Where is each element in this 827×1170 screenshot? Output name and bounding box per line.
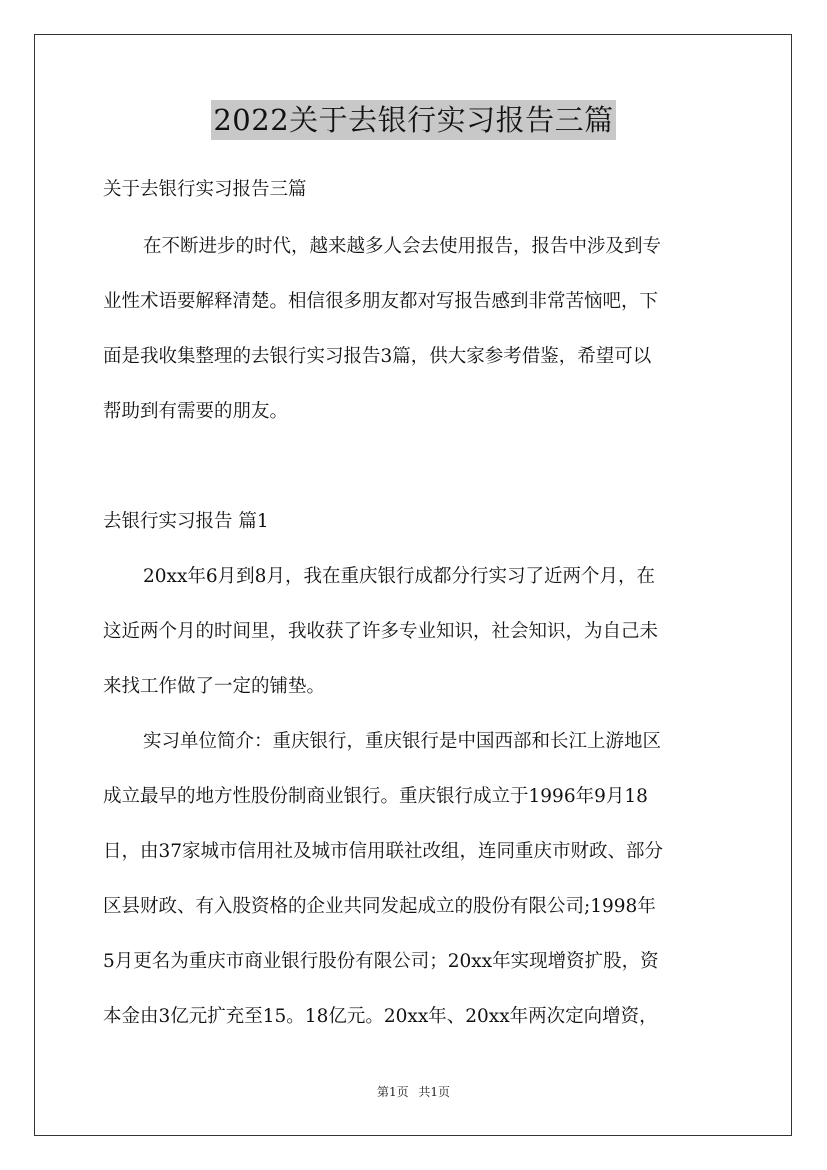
paragraph-line: 区县财政、有入股资格的企业共同发起成立的股份有限公司;1998年 — [103, 896, 656, 917]
paragraph-line: 实习单位简介：重庆银行，重庆银行是中国西部和长江上游地区 — [143, 731, 662, 752]
spacer — [103, 646, 727, 673]
spacer — [103, 866, 727, 893]
spacer — [103, 701, 727, 728]
paragraph-line: 20xx年6月到8月，我在重庆银行成都分行实习了近两个月，在 — [143, 566, 655, 587]
spacer — [103, 316, 727, 343]
spacer — [103, 921, 727, 948]
spacer — [103, 204, 727, 233]
paragraph-line: 来找工作做了一定的铺垫。 — [103, 676, 326, 697]
document-body — [103, 176, 727, 1031]
page-number: 第1页 — [376, 1085, 409, 1099]
spacer — [103, 976, 727, 1003]
paragraph-line: 在不断进步的时代，越来越多人会去使用报告，报告中涉及到专 — [143, 236, 662, 257]
spacer — [103, 591, 727, 618]
spacer — [103, 536, 727, 563]
section-heading: 去银行实习报告 篇1 — [103, 511, 269, 532]
page-total: 共1页 — [418, 1085, 451, 1099]
spacer — [103, 811, 727, 838]
spacer — [103, 756, 727, 783]
spacer — [103, 371, 727, 398]
title-wrap — [0, 100, 827, 140]
paragraph-line: 这近两个月的时间里，我收获了许多专业知识，社会知识，为自己未 — [103, 621, 659, 642]
paragraph-line: 业性术语要解释清楚。相信很多朋友都对写报告感到非常苦恼吧，下 — [103, 291, 659, 312]
paragraph-line: 成立最早的地方性股份制商业银行。重庆银行成立于1996年9月18 — [103, 786, 648, 807]
document-title: 2022关于去银行实习报告三篇 — [211, 100, 615, 140]
paragraph-line: 本金由3亿元扩充至15。18亿元。20xx年、20xx年两次定向增资， — [103, 1006, 658, 1027]
paragraph-line: 帮助到有需要的朋友。 — [103, 401, 289, 422]
paragraph-line: 日，由37家城市信用社及城市信用联社改组，连同重庆市财政、部分 — [103, 841, 664, 862]
page-footer — [0, 1083, 827, 1101]
paragraph-line: 面是我收集整理的去银行实习报告3篇，供大家参考借鉴，希望可以 — [103, 346, 652, 367]
spacer — [103, 261, 727, 288]
spacer — [103, 426, 727, 508]
document-heading: 关于去银行实习报告三篇 — [103, 179, 307, 200]
paragraph-line: 5月更名为重庆市商业银行股份有限公司；20xx年实现增资扩股，资 — [103, 951, 659, 972]
